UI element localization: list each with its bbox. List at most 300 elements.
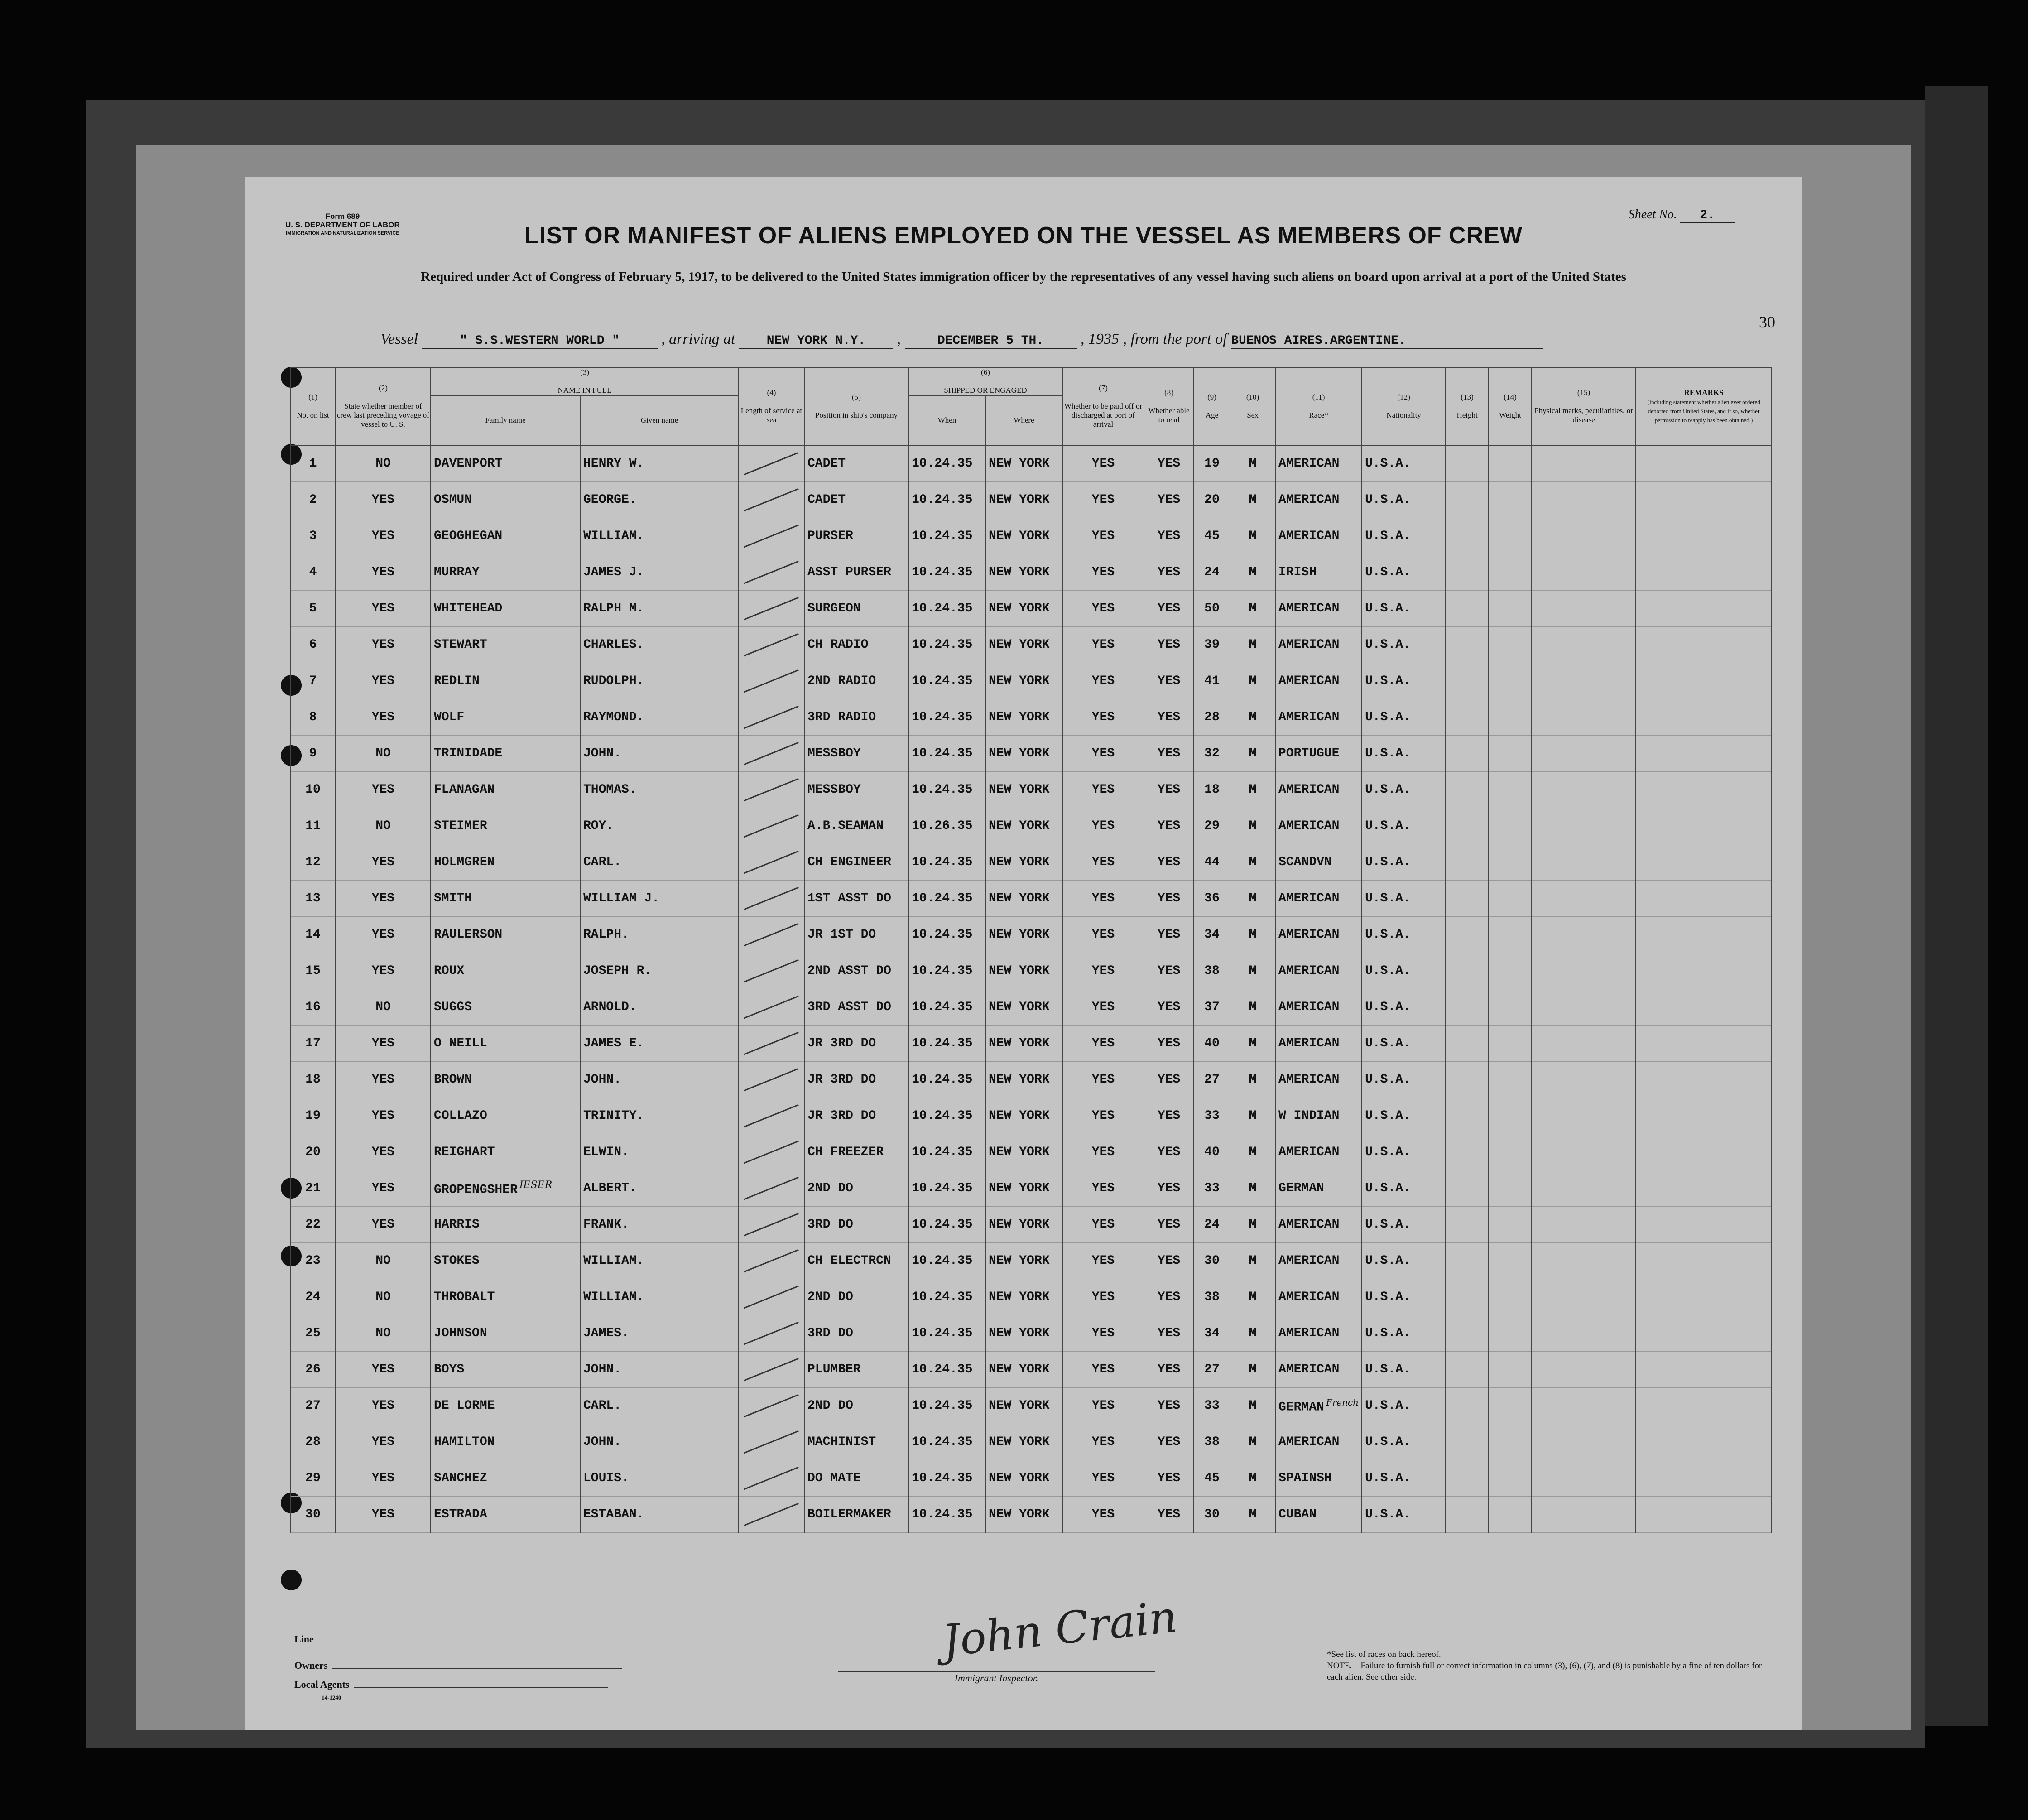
race-value: AMERICAN — [1278, 602, 1340, 616]
position-cell — [804, 736, 908, 772]
nationality-value: U.S.A. — [1365, 602, 1411, 616]
given-name-value: CARL. — [583, 1399, 622, 1413]
sex-value: M — [1249, 565, 1257, 579]
col-header-name: (3) NAME IN FULL — [431, 367, 739, 395]
sex-value: M — [1249, 1181, 1257, 1195]
given-name-value: JOSEPH R. — [583, 964, 652, 978]
paid-off-cell — [1062, 953, 1144, 989]
row-number-value: 28 — [305, 1435, 321, 1449]
family-name-value: WHITEHEAD — [434, 602, 503, 616]
physical-marks-cell — [1532, 881, 1636, 917]
given-name-cell — [580, 699, 739, 736]
age-value: 27 — [1204, 1363, 1220, 1377]
able-read-value: YES — [1157, 529, 1181, 543]
row-number-cell — [290, 1388, 336, 1424]
position-cell — [804, 953, 908, 989]
remarks-cell — [1636, 1460, 1772, 1497]
able-read-cell — [1144, 1243, 1194, 1279]
shipped-when-cell — [908, 736, 985, 772]
paid-off-value: YES — [1091, 783, 1115, 797]
position-cell — [804, 663, 908, 699]
paid-off-cell — [1062, 663, 1144, 699]
remarks-cell — [1636, 1424, 1772, 1460]
table-row — [290, 1497, 1772, 1533]
paid-off-value: YES — [1091, 1471, 1115, 1485]
sex-value: M — [1249, 1507, 1257, 1521]
shipped-when-value: 10.24.35 — [912, 1073, 973, 1087]
nationality-value: U.S.A. — [1365, 746, 1411, 761]
length-service-cell — [739, 627, 804, 663]
race-value: AMERICAN — [1278, 457, 1340, 471]
previous-voyage-cell — [336, 1243, 431, 1279]
position-cell — [804, 482, 908, 518]
crew-table-body — [290, 445, 1772, 1533]
table-row — [290, 1062, 1772, 1098]
weight-cell — [1489, 1098, 1532, 1134]
position-cell — [804, 844, 908, 881]
able-read-value: YES — [1157, 928, 1181, 942]
height-cell — [1446, 1134, 1489, 1170]
able-read-value: YES — [1157, 819, 1181, 833]
shipped-when-value: 10.24.35 — [912, 457, 973, 471]
nationality-cell — [1362, 591, 1446, 627]
nationality-cell — [1362, 1279, 1446, 1315]
row-number-value: 25 — [305, 1326, 321, 1340]
row-number-cell — [290, 989, 336, 1026]
nationality-cell — [1362, 953, 1446, 989]
sex-value: M — [1249, 1254, 1257, 1268]
able-read-cell — [1144, 627, 1194, 663]
previous-voyage-value: YES — [371, 1507, 395, 1521]
row-number-cell — [290, 1134, 336, 1170]
given-name-cell — [580, 1279, 739, 1315]
able-read-cell — [1144, 445, 1194, 482]
given-name-value: CHARLES. — [583, 638, 644, 652]
table-row — [290, 445, 1772, 482]
length-service-cell — [739, 1134, 804, 1170]
shipped-where-value: NEW YORK — [989, 1399, 1050, 1413]
weight-cell — [1489, 1134, 1532, 1170]
weight-cell — [1489, 699, 1532, 736]
remarks-cell — [1636, 1315, 1772, 1352]
row-number-cell — [290, 808, 336, 844]
col-header-sex: (10) Sex — [1230, 367, 1275, 445]
shipped-where-cell — [985, 953, 1062, 989]
previous-voyage-cell — [336, 1460, 431, 1497]
race-value: AMERICAN — [1278, 1073, 1340, 1087]
given-name-value: CARL. — [583, 855, 622, 869]
inspector-label: Immigrant Inspector. — [838, 1671, 1155, 1684]
table-row — [290, 1315, 1772, 1352]
able-read-value: YES — [1157, 1435, 1181, 1449]
remarks-cell — [1636, 1243, 1772, 1279]
shipped-where-cell — [985, 1424, 1062, 1460]
paid-off-cell — [1062, 518, 1144, 554]
sex-value: M — [1249, 1435, 1257, 1449]
previous-voyage-value: YES — [371, 1073, 395, 1087]
sex-cell — [1230, 1352, 1275, 1388]
nationality-cell — [1362, 1243, 1446, 1279]
position-value: 2ND DO — [807, 1290, 853, 1304]
paid-off-cell — [1062, 1315, 1144, 1352]
shipped-where-cell — [985, 881, 1062, 917]
paid-off-cell — [1062, 1026, 1144, 1062]
given-name-cell — [580, 518, 739, 554]
length-service-cell — [739, 844, 804, 881]
length-service-cell — [739, 953, 804, 989]
from-port-label: , from the port of — [1123, 331, 1227, 347]
remarks-cell — [1636, 1279, 1772, 1315]
previous-voyage-cell — [336, 1352, 431, 1388]
race-value: AMERICAN — [1278, 783, 1340, 797]
race-value: AMERICAN — [1278, 819, 1340, 833]
row-number-cell — [290, 482, 336, 518]
family-name-value: JOHNSON — [434, 1326, 487, 1340]
able-read-cell — [1144, 1460, 1194, 1497]
position-value: CH FREEZER — [807, 1145, 884, 1159]
length-service-cell — [739, 591, 804, 627]
previous-voyage-cell — [336, 1207, 431, 1243]
length-service-cell — [739, 881, 804, 917]
shipped-when-value: 10.24.35 — [912, 1363, 973, 1377]
nationality-cell — [1362, 663, 1446, 699]
sex-cell — [1230, 445, 1275, 482]
position-value: 2ND RADIO — [807, 674, 876, 688]
length-service-cell — [739, 482, 804, 518]
able-read-cell — [1144, 989, 1194, 1026]
length-service-cell — [739, 1424, 804, 1460]
row-number-cell — [290, 1207, 336, 1243]
table-row — [290, 953, 1772, 989]
age-cell — [1194, 1388, 1230, 1424]
previous-voyage-value: YES — [371, 855, 395, 869]
previous-voyage-cell — [336, 627, 431, 663]
position-cell — [804, 1026, 908, 1062]
shipped-when-cell — [908, 1243, 985, 1279]
row-number-cell — [290, 699, 336, 736]
nationality-value: U.S.A. — [1365, 1363, 1411, 1377]
height-cell — [1446, 881, 1489, 917]
nationality-cell — [1362, 1460, 1446, 1497]
age-cell — [1194, 881, 1230, 917]
nationality-value: U.S.A. — [1365, 1218, 1411, 1232]
family-name-cell — [431, 1243, 580, 1279]
age-cell — [1194, 989, 1230, 1026]
family-name-value: WOLF — [434, 710, 465, 724]
table-row — [290, 1026, 1772, 1062]
sex-value: M — [1249, 1109, 1257, 1123]
height-cell — [1446, 1170, 1489, 1207]
paid-off-value: YES — [1091, 565, 1115, 579]
row-number-value: 29 — [305, 1471, 321, 1485]
age-value: 33 — [1204, 1399, 1220, 1413]
previous-voyage-cell — [336, 1098, 431, 1134]
race-correction: French — [1326, 1397, 1359, 1408]
physical-marks-cell — [1532, 482, 1636, 518]
position-cell — [804, 554, 908, 591]
shipped-where-cell — [985, 699, 1062, 736]
table-row — [290, 1388, 1772, 1424]
shipped-where-cell — [985, 1098, 1062, 1134]
table-row — [290, 699, 1772, 736]
paid-off-cell — [1062, 1134, 1144, 1170]
race-cell — [1275, 1243, 1362, 1279]
given-name-cell — [580, 1170, 739, 1207]
given-name-cell — [580, 1460, 739, 1497]
nationality-value: U.S.A. — [1365, 891, 1411, 905]
table-row — [290, 1424, 1772, 1460]
previous-voyage-cell — [336, 445, 431, 482]
row-number-cell — [290, 518, 336, 554]
row-number-value: 4 — [309, 565, 317, 579]
col-header-remarks: REMARKS (Including statement whether alien ever ordered deported from United States, and if so, whether permission to reapply has been obtained.) — [1636, 367, 1772, 445]
shipped-where-value: NEW YORK — [989, 674, 1050, 688]
height-cell — [1446, 663, 1489, 699]
race-value: GERMAN — [1278, 1181, 1324, 1195]
given-name-value: RALPH. — [583, 928, 629, 942]
col-header-shipped: (6) SHIPPED OR ENGAGED — [908, 367, 1062, 395]
shipped-when-cell — [908, 518, 985, 554]
given-name-cell — [580, 844, 739, 881]
age-value: 18 — [1204, 783, 1220, 797]
line-label: Line — [294, 1633, 314, 1645]
family-name-cell — [431, 1315, 580, 1352]
length-service-cell — [739, 917, 804, 953]
age-value: 37 — [1204, 1000, 1220, 1014]
age-cell — [1194, 518, 1230, 554]
sex-value: M — [1249, 746, 1257, 761]
race-value: AMERICAN — [1278, 638, 1340, 652]
nationality-value: U.S.A. — [1365, 1471, 1411, 1485]
shipped-when-cell — [908, 1026, 985, 1062]
race-cell — [1275, 953, 1362, 989]
able-read-cell — [1144, 1315, 1194, 1352]
given-name-cell — [580, 989, 739, 1026]
remarks-cell — [1636, 554, 1772, 591]
height-cell — [1446, 1424, 1489, 1460]
position-cell — [804, 772, 908, 808]
age-cell — [1194, 953, 1230, 989]
paid-off-value: YES — [1091, 855, 1115, 869]
race-value: AMERICAN — [1278, 1145, 1340, 1159]
previous-voyage-value: YES — [371, 602, 395, 616]
age-cell — [1194, 1170, 1230, 1207]
previous-voyage-cell — [336, 989, 431, 1026]
shipped-when-value: 10.24.35 — [912, 638, 973, 652]
paid-off-cell — [1062, 917, 1144, 953]
nationality-value: U.S.A. — [1365, 819, 1411, 833]
physical-marks-cell — [1532, 1315, 1636, 1352]
previous-voyage-cell — [336, 554, 431, 591]
weight-cell — [1489, 518, 1532, 554]
nationality-value: U.S.A. — [1365, 1181, 1411, 1195]
race-cell — [1275, 1207, 1362, 1243]
sex-cell — [1230, 1279, 1275, 1315]
nationality-value: U.S.A. — [1365, 1000, 1411, 1014]
given-name-value: ELWIN. — [583, 1145, 629, 1159]
height-cell — [1446, 1026, 1489, 1062]
remarks-cell — [1636, 917, 1772, 953]
family-name-value: GEOGHEGAN — [434, 529, 503, 543]
physical-marks-cell — [1532, 917, 1636, 953]
family-name-value: STOKES — [434, 1254, 480, 1268]
sex-value: M — [1249, 529, 1257, 543]
race-value: AMERICAN — [1278, 1218, 1340, 1232]
position-cell — [804, 881, 908, 917]
shipped-where-value: NEW YORK — [989, 1109, 1050, 1123]
sheet-number-label: Sheet No. — [1628, 207, 1677, 221]
previous-voyage-value: YES — [371, 1218, 395, 1232]
remarks-cell — [1636, 844, 1772, 881]
weight-cell — [1489, 844, 1532, 881]
family-name-cell — [431, 482, 580, 518]
previous-voyage-cell — [336, 736, 431, 772]
able-read-value: YES — [1157, 783, 1181, 797]
length-service-cell — [739, 772, 804, 808]
able-read-cell — [1144, 1062, 1194, 1098]
sex-cell — [1230, 1098, 1275, 1134]
position-value: PURSER — [807, 529, 853, 543]
col-header-family-name: Family name — [431, 395, 580, 445]
height-cell — [1446, 808, 1489, 844]
age-value: 41 — [1204, 674, 1220, 688]
family-name-value: DE LORME — [434, 1399, 495, 1413]
race-value: AMERICAN — [1278, 529, 1340, 543]
paid-off-value: YES — [1091, 1326, 1115, 1340]
remarks-cell — [1636, 699, 1772, 736]
sex-cell — [1230, 591, 1275, 627]
length-service-cell — [739, 1207, 804, 1243]
age-value: 44 — [1204, 855, 1220, 869]
family-name-value: O NEILL — [434, 1036, 487, 1050]
position-value: MESSBOY — [807, 746, 861, 761]
footer-notes — [1327, 1649, 1771, 1683]
nationality-cell — [1362, 445, 1446, 482]
able-read-cell — [1144, 917, 1194, 953]
height-cell — [1446, 1460, 1489, 1497]
paid-off-cell — [1062, 591, 1144, 627]
family-name-value: STEIMER — [434, 819, 487, 833]
family-name-value: BOYS — [434, 1363, 465, 1377]
races-note: *See list of races on back hereof. — [1327, 1650, 1441, 1659]
race-value: CUBAN — [1278, 1507, 1317, 1521]
family-name-cell — [431, 1170, 580, 1207]
length-service-cell — [739, 1279, 804, 1315]
row-number-value: 27 — [305, 1399, 321, 1413]
height-cell — [1446, 1062, 1489, 1098]
race-cell — [1275, 808, 1362, 844]
able-read-value: YES — [1157, 1000, 1181, 1014]
shipped-where-value: NEW YORK — [989, 493, 1050, 507]
sex-cell — [1230, 518, 1275, 554]
nationality-value: U.S.A. — [1365, 928, 1411, 942]
col-header-no: (1) No. on list — [290, 367, 336, 445]
given-name-value: RALPH M. — [583, 602, 644, 616]
physical-marks-cell — [1532, 1497, 1636, 1533]
paid-off-cell — [1062, 1062, 1144, 1098]
nationality-cell — [1362, 1170, 1446, 1207]
position-value: 1ST ASST DO — [807, 891, 891, 905]
given-name-cell — [580, 1098, 739, 1134]
height-cell — [1446, 1243, 1489, 1279]
shipped-when-value: 10.24.35 — [912, 1507, 973, 1521]
race-value: AMERICAN — [1278, 964, 1340, 978]
length-service-cell — [739, 1497, 804, 1533]
height-cell — [1446, 1207, 1489, 1243]
table-row — [290, 1279, 1772, 1315]
previous-voyage-value: YES — [371, 1181, 395, 1195]
age-cell — [1194, 844, 1230, 881]
mount-right-edge — [1925, 86, 1988, 1726]
table-row — [290, 482, 1772, 518]
race-cell — [1275, 445, 1362, 482]
given-name-value: ALBERT. — [583, 1181, 637, 1195]
shipped-where-value: NEW YORK — [989, 819, 1050, 833]
sex-value: M — [1249, 1218, 1257, 1232]
col-header-able-read: (8) Whether able to read — [1144, 367, 1194, 445]
col-header-previous-voyage: (2) State whether member of crew last preceding voyage of vessel to U. S. — [336, 367, 431, 445]
sex-cell — [1230, 1062, 1275, 1098]
given-name-value: THOMAS. — [583, 783, 637, 797]
shipped-when-value: 10.24.35 — [912, 674, 973, 688]
shipped-when-cell — [908, 953, 985, 989]
race-cell — [1275, 917, 1362, 953]
able-read-value: YES — [1157, 1145, 1181, 1159]
sex-value: M — [1249, 1145, 1257, 1159]
weight-cell — [1489, 663, 1532, 699]
shipped-where-cell — [985, 591, 1062, 627]
physical-marks-cell — [1532, 518, 1636, 554]
race-cell — [1275, 554, 1362, 591]
shipped-where-value: NEW YORK — [989, 529, 1050, 543]
age-value: 38 — [1204, 964, 1220, 978]
position-cell — [804, 1098, 908, 1134]
paid-off-value: YES — [1091, 1507, 1115, 1521]
previous-voyage-value: YES — [371, 1471, 395, 1485]
family-name-value: GROPENGSHER — [434, 1183, 518, 1197]
previous-voyage-value: NO — [375, 746, 391, 761]
col-header-when: When — [908, 395, 985, 445]
family-name-cell — [431, 808, 580, 844]
race-cell — [1275, 482, 1362, 518]
paid-off-cell — [1062, 1279, 1144, 1315]
age-cell — [1194, 1026, 1230, 1062]
given-name-cell — [580, 482, 739, 518]
nationality-cell — [1362, 1134, 1446, 1170]
position-value: 2ND DO — [807, 1399, 853, 1413]
shipped-where-cell — [985, 663, 1062, 699]
shipped-when-value: 10.24.35 — [912, 783, 973, 797]
previous-voyage-value: YES — [371, 891, 395, 905]
previous-voyage-value: NO — [375, 1290, 391, 1304]
row-number-value: 8 — [309, 710, 317, 724]
col-header-paid-off: (7) Whether to be paid off or discharged at port of arrival — [1062, 367, 1144, 445]
able-read-cell — [1144, 518, 1194, 554]
position-cell — [804, 1170, 908, 1207]
shipped-where-cell — [985, 1352, 1062, 1388]
position-value: JR 1ST DO — [807, 928, 876, 942]
sex-cell — [1230, 1315, 1275, 1352]
shipped-when-cell — [908, 881, 985, 917]
previous-voyage-cell — [336, 772, 431, 808]
able-read-cell — [1144, 808, 1194, 844]
previous-voyage-cell — [336, 1170, 431, 1207]
previous-voyage-value: YES — [371, 674, 395, 688]
shipped-when-cell — [908, 917, 985, 953]
paid-off-cell — [1062, 1460, 1144, 1497]
family-name-value: REIGHART — [434, 1145, 495, 1159]
race-value: SPAINSH — [1278, 1471, 1332, 1485]
